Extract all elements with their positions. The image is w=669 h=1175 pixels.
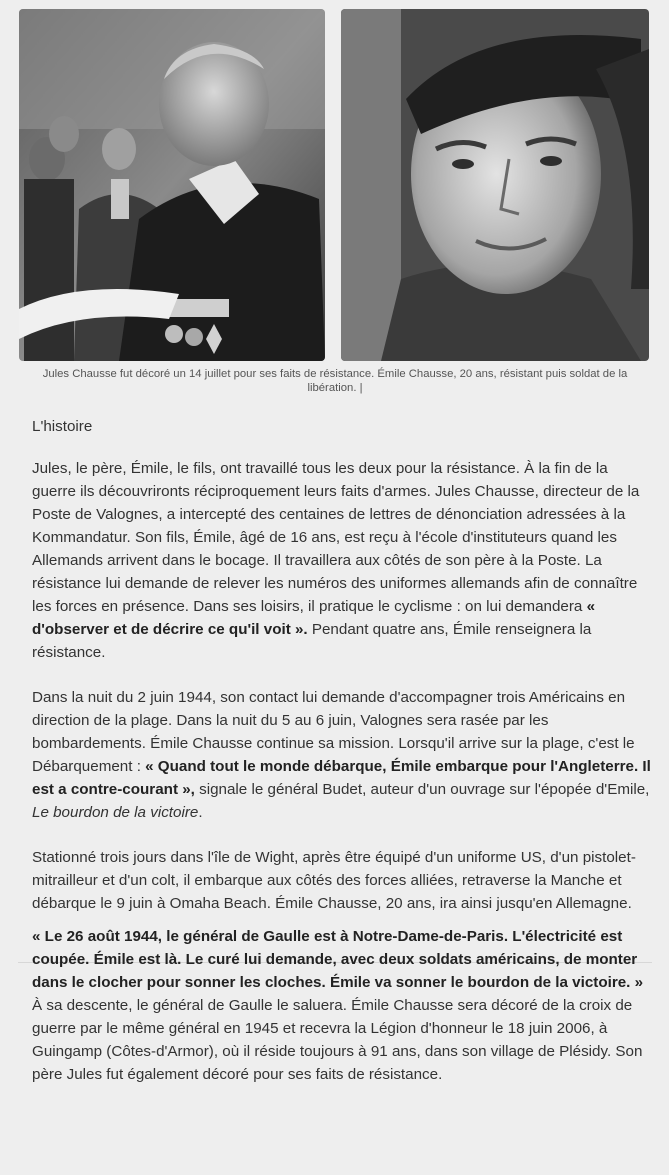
- photo-jules-chausse: [19, 9, 325, 361]
- photo-emile-icon: [341, 9, 649, 361]
- paragraph-1-text-b: Pendant quatre ans, Émile renseignera la résistance.: [32, 621, 592, 661]
- paragraph-2-text-b: signale le général Budet, auteur d'un ouvrage sur l'épopée d'Emile,: [194, 781, 650, 798]
- photo-emile-chausse: [341, 9, 649, 361]
- photo-caption: Jules Chausse fut décoré un 14 juillet pour ses faits de résistance. Émile Chausse, 20 ans, résistant puis soldat de la libération. |: [42, 368, 628, 394]
- paragraph-1: [32, 457, 652, 664]
- book-title: Le bourdon de la victoire: [32, 804, 199, 821]
- paragraph-4: [32, 925, 652, 1086]
- photo-jules-icon: [19, 9, 325, 361]
- paragraph-2-text-a: Dans la nuit du 2 juin 1944, son contact lui demande d'accompagner trois Américains en direction de la plage. Dans la nuit du 5 au 6 juin, Valognes sera rasée par les bombardements. Émile Chausse continue sa mission. Lorsqu'il arrive sur la plage, c'est le Débarquement :: [32, 689, 635, 775]
- paragraph-4-quote: « Le 26 août 1944, le général de Gaulle est à Notre-Dame-de-Paris. L'électricité est coupée. Émile est là. Le curé lui demande, avec deux soldats américains, de monter dans le clocher pour sonner les cloches. Émile va sonner le bourdon de la victoire. »: [32, 928, 644, 991]
- paragraph-2-quote: « Quand tout le monde débarque, Émile embarque pour l'Angleterre. Il est a contre-courant »,: [32, 758, 651, 798]
- section-heading: L'histoire: [32, 418, 93, 435]
- paragraph-2: [32, 686, 652, 824]
- paragraph-3: Stationné trois jours dans l'île de Wight, après être équipé d'un uniforme US, d'un pistolet-mitrailleur et d'un colt, il embarque aux côtés des forces alliées, retraverse la Manche et débarque le 9 juin à Omaha Beach. Émile Chausse, 20 ans, ira ainsi jusqu'en Allemagne.: [32, 849, 636, 912]
- paragraph-1-quote: « d'observer et de décrire ce qu'il voit ».: [32, 598, 596, 638]
- paragraph-2-text-c: .: [198, 804, 203, 821]
- article-body: [32, 415, 652, 1108]
- paragraph-1-text-a: Jules, le père, Émile, le fils, ont travaillé tous les deux pour la résistance. À la fin de la guerre ils découvrironts réciproquement leurs faits d'armes. Jules Chausse, directeur de la Poste de Valognes, a intercepté des centaines de lettres de dénonciation adressées à la Kommandatur. Son fils, Émile, âgé de 16 ans, est reçu à l'école d'instituteurs quand les Allemands arrivent dans le bocage. Il travaillera aux côtés de son père à la Poste. La résistance lui demande de relever les numéros des uniformes allemands afin de connaître les forces en présence. Dans ses loisirs, il pratique le cyclisme : on lui demandera: [32, 460, 640, 615]
- paragraph-4-text-b: À sa descente, le général de Gaulle le saluera. Émile Chausse sera décoré de la croix de guerre par le même général en 1945 et recevra la Légion d'honneur le 18 juin 2006, à Guingamp (Côtes-d'Armor), où il réside toujours à 91 ans, dans son village de Plésidy. Son père Jules fut également décoré pour ses faits de résistance.: [32, 997, 643, 1083]
